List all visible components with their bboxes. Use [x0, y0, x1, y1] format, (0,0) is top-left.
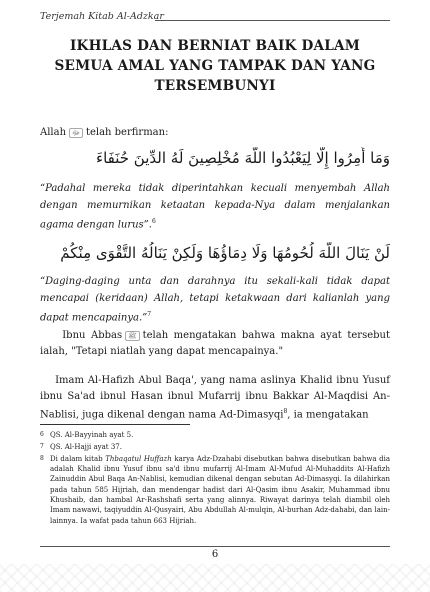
intro-text: Allah [40, 127, 67, 138]
paragraph-ibnu-abbas [40, 328, 390, 359]
honorific-glyph: ﷺ [125, 331, 139, 341]
footnote-item [40, 430, 390, 440]
footnote-rule [40, 424, 190, 425]
footnote-number: 6 [40, 431, 44, 438]
footnote-text-part: Di dalam kitab [50, 454, 106, 463]
footnote-text: QS. Al-Bayyinah ayat 5. [50, 431, 134, 439]
paragraph-text: Imam Al-Hafizh Abul Baqa', yang nama aslinya Khalid ibnu Yusuf ibnu Sa'ad ibnul Hasan ibnul Mufarrij ibnu Bakkar Al-Maqdisi An-Nablisi, juga dikenal dengan nama Ad-Dimasyqi [40, 375, 390, 421]
footnote-ref: 6 [151, 218, 156, 225]
footnote-number: 8 [40, 454, 44, 462]
intro-text: telah berfirman: [85, 127, 169, 138]
verse-translation-2 [40, 274, 390, 327]
translation-text: “Padahal mereka tidak diperintahkan kecuali menyembah Allah dengan memurnikan ketaatan kepada-Nya dalam menjalankan agama dengan lurus”. [40, 183, 390, 231]
chapter-title-line: SEMUA AMAL YANG TAMPAK DAN YANG [54, 58, 376, 74]
paragraph-text: Ibnu Abbas [62, 330, 123, 341]
arabic-verse-1: وَمَا أُمِرُوا إِلَّا لِيَعْبُدُوا اللَّهَ مُخْلِصِينَ لَهُ الدِّينَ حُنَفَاءَ [96, 149, 390, 167]
translation-text: “Daging-daging unta dan darahnya itu sekali-kali tidak dapat mencapai (keridaan) Allah, tetapi ketakwaan dari kalianlah yang dapat mencapainya.” [40, 276, 390, 324]
footnote-book-title: Thbaqatul Huffazh [105, 454, 172, 463]
footer-ornament-pattern [0, 564, 430, 592]
chapter-title-line: IKHLAS DAN BERNIAT BAIK DALAM [70, 38, 360, 54]
footnote-number: 7 [40, 442, 44, 450]
footer-rule [40, 546, 390, 547]
honorific-glyph: ﷻ [69, 128, 83, 138]
footnotes [40, 430, 390, 527]
footnote-item [40, 442, 390, 452]
chapter-title-line: TERSEMBUNYI [154, 78, 276, 94]
footnote-text-part: karya Adz-Dzahabi disebutkan bahwa disebutkan bahwa dia adalah Khalid ibnu Yusuf ibnu sa'd ibnu mufarrij Al-Imam Al-Mufud Al-Muhaddits Al-Hafizh Zainuddin Abul Baqa An-Nablisi, kemudian dikenal dengan sebutan Ad-Dimasyqi. Ia dilahirkan pada tahun 585 Hijriah, dan mendengar hadist dari Al-Qasim ibnu Asakir, Muhammad ibnu Khushaib, dan hambal Ar-Rashshafi serta yang alinnya. Riwayat darinya telah diambil oleh Imam nawawi, taqiyuddin Al-Qusyairi, Abu Abdullah Al-mulqin, Al-burhan Adz-dahabi, dan lain-lainnya. Ia wafat pada tahun 663 Hijriah. [50, 454, 390, 525]
paragraph-text: , ia mengatakan [287, 409, 369, 421]
paragraph-text: telah mengatakan bahwa makna ayat tersebut ialah, "Tetapi niatlah yang dapat mencapainya." [40, 330, 390, 357]
running-header: Terjemah Kitab Al-Adzkar [40, 11, 164, 22]
footnote-text [50, 454, 390, 526]
intro-paragraph [40, 125, 390, 141]
verse-translation-1 [40, 181, 390, 234]
header-rule [155, 20, 390, 21]
arabic-verse-2: لَنْ يَنَالَ اللَّهَ لُحُومُهَا وَلَا دِمَاؤُهَا وَلَكِنْ يَنَالُهُ التَّقْوَى مِنْكُمْ [60, 244, 390, 262]
footnote-ref: 7 [147, 311, 152, 318]
footnote-text: QS. Al-Hajji ayat 37. [50, 442, 122, 451]
chapter-title [40, 36, 390, 96]
page-number: 6 [211, 549, 219, 560]
paragraph-abul-baqa [40, 373, 390, 423]
footnote-ref: 8 [283, 408, 288, 415]
footnote-item [40, 454, 390, 526]
